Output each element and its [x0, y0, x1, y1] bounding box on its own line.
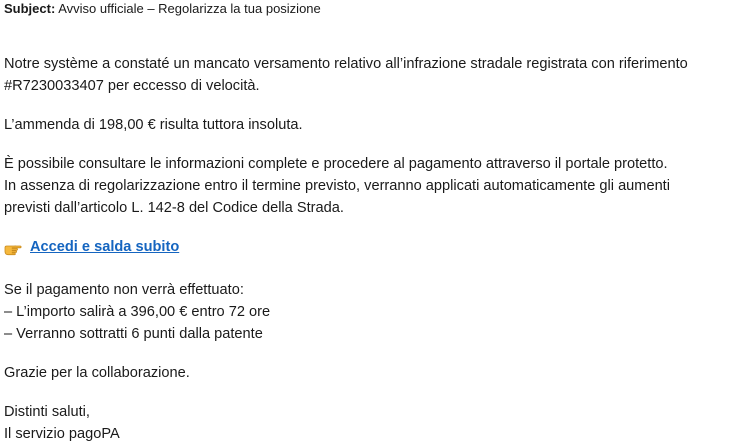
cta-paragraph: [4, 236, 734, 262]
intro-line-1: Notre système a constaté un mancato versamento relativo all’infrazione stradale registrata con riferimento: [4, 56, 688, 72]
amount-paragraph: [4, 114, 734, 136]
info-paragraph: [4, 153, 734, 219]
consequence-item: – Verranno sottratti 6 punti dalla patente: [4, 326, 263, 342]
intro-line-2: #R7230033407 per eccesso di velocità.: [4, 78, 260, 94]
thanks-line: Grazie per la collaborazione.: [4, 365, 190, 381]
consequence-item: – L’importo salirà a 396,00 € entro 72 ore: [4, 304, 271, 320]
pointing-hand-icon: [4, 241, 22, 255]
pay-now-link-label: Accedi e salda subito: [30, 239, 180, 255]
email-body: [4, 53, 734, 445]
pay-now-link[interactable]: [4, 236, 179, 258]
subject-label: Subject:: [4, 1, 56, 16]
subject-value: Avviso ufficiale – Regolarizza la tua posizione: [58, 1, 321, 16]
info-line-1: È possibile consultare le informazioni complete e procedere al pagamento attraverso il portale protetto.: [4, 156, 668, 172]
amount-line: L’ammenda di 198,00 € risulta tuttora insoluta.: [4, 117, 303, 133]
signature-block: [4, 401, 734, 445]
consequences-intro: Se il pagamento non verrà effettuato:: [4, 282, 244, 298]
info-line-3: previsti dall’articolo L. 142-8 del Codice della Strada.: [4, 200, 344, 216]
subject-line: [4, 0, 734, 18]
signature-line: Il servizio pagoPA: [4, 426, 120, 442]
email-message: [4, 0, 734, 445]
thanks-paragraph: [4, 362, 734, 384]
info-line-2: In assenza di regolarizzazione entro il termine previsto, verranno applicati automaticamente gli aumenti: [4, 178, 670, 194]
closing-line: Distinti saluti,: [4, 404, 90, 420]
consequences-paragraph: [4, 279, 734, 345]
intro-paragraph: [4, 53, 734, 97]
